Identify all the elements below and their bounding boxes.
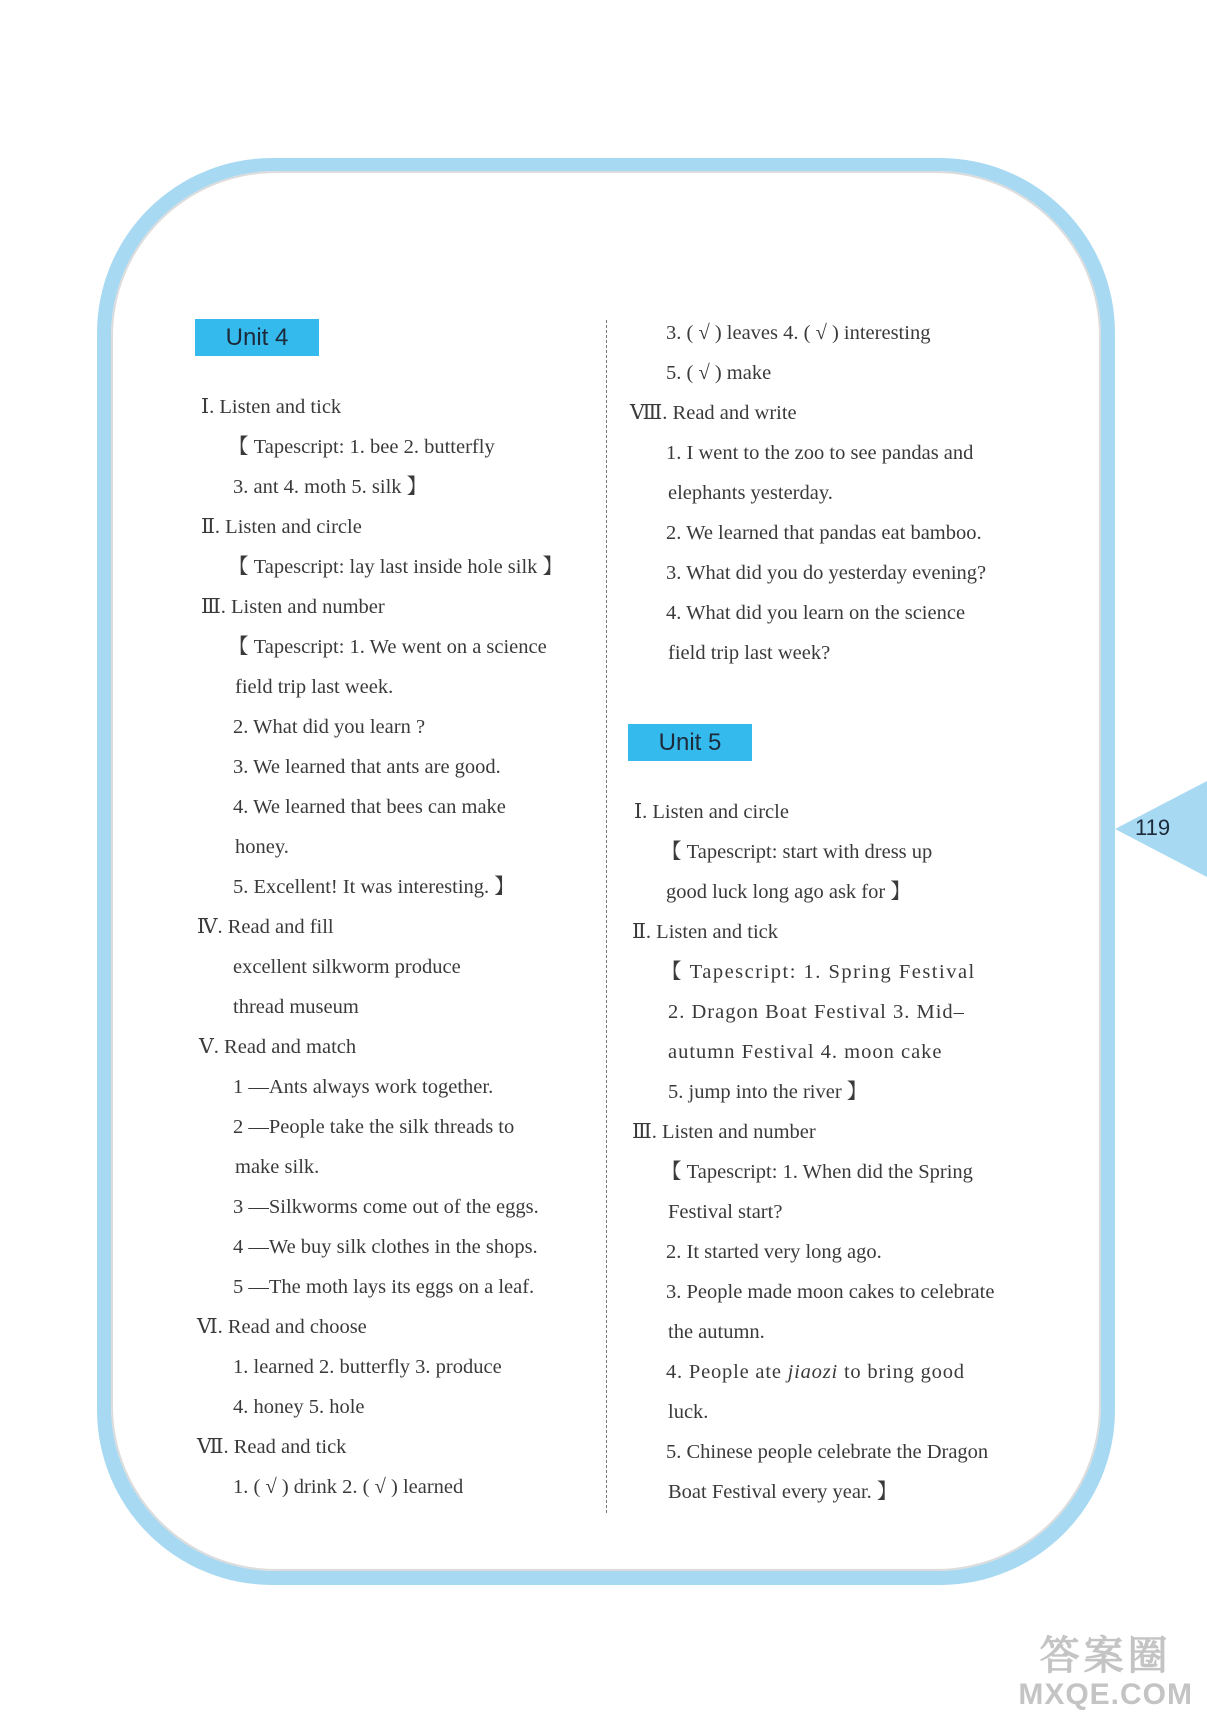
answer-line: 3 —Silkworms come out of the eggs. <box>233 1196 539 1218</box>
answer-line: 2. What did you learn ? <box>233 716 426 738</box>
watermark-line1: 答案圈 <box>1039 1634 1172 1678</box>
answer-line <box>666 1359 965 1385</box>
answer-line: 3. People made moon cakes to celebrate <box>666 1281 995 1303</box>
answer-line: 4 —We buy silk clothes in the shops. <box>233 1236 538 1258</box>
section-heading: Ⅶ. Read and tick <box>197 1436 347 1458</box>
answer-line: 5. ( √ ) make <box>666 362 772 384</box>
italic-term: jiaozi <box>787 1361 839 1383</box>
answer-line: 5. Excellent! It was interesting. 】 <box>233 876 515 898</box>
answer-line: 5 —The moth lays its eggs on a leaf. <box>233 1276 535 1298</box>
section-heading: Ⅵ. Read and choose <box>197 1316 367 1338</box>
section-heading: Ⅴ. Read and match <box>199 1036 357 1058</box>
answer-line: 5. jump into the river 】 <box>668 1081 868 1103</box>
section-heading: Ⅲ. Listen and number <box>201 596 385 618</box>
answer-line: 1. ( √ ) drink 2. ( √ ) learned <box>233 1476 464 1498</box>
answer-line: 4. We learned that bees can make <box>233 796 506 818</box>
answer-line: 【 Tapescript: 1. When did the Spring <box>661 1161 973 1183</box>
section-heading: Ⅰ. Listen and circle <box>634 801 789 823</box>
answer-line: thread museum <box>233 996 359 1018</box>
unit-4-header: Unit 4 <box>195 319 319 356</box>
answer-line: autumn Festival 4. moon cake <box>668 1041 943 1063</box>
answer-line: 4. honey 5. hole <box>233 1396 365 1418</box>
answer-line: elephants yesterday. <box>668 482 833 504</box>
section-heading: Ⅱ. Listen and circle <box>201 516 362 538</box>
answer-line: 3. ( √ ) leaves 4. ( √ ) interesting <box>666 322 931 344</box>
answer-line: good luck long ago ask for 】 <box>666 881 911 903</box>
answer-line: 5. Chinese people celebrate the Dragon <box>666 1441 989 1463</box>
answer-line: the autumn. <box>668 1321 765 1343</box>
answer-line: 1 —Ants always work together. <box>233 1076 494 1098</box>
answer-line: 2. Dragon Boat Festival 3. Mid– <box>668 1001 965 1023</box>
answer-line: 3. What did you do yesterday evening? <box>666 562 987 584</box>
unit-5-header: Unit 5 <box>628 724 752 761</box>
answer-line: field trip last week? <box>668 642 831 664</box>
answer-line: 2. It started very long ago. <box>666 1241 882 1263</box>
answer-line: make silk. <box>235 1156 320 1178</box>
answer-line: 4. What did you learn on the science <box>666 602 966 624</box>
answer-line: luck. <box>668 1401 709 1423</box>
answer-line: 1. I went to the zoo to see pandas and <box>666 442 974 464</box>
answer-line: 1. learned 2. butterfly 3. produce <box>233 1356 502 1378</box>
answer-text: 4. People ate <box>666 1361 788 1383</box>
answer-line: excellent silkworm produce <box>233 956 461 978</box>
section-heading: Ⅲ. Listen and number <box>632 1121 816 1143</box>
answer-line: 2. We learned that pandas eat bamboo. <box>666 522 982 544</box>
watermark-line2: MXQE.COM <box>1018 1678 1193 1711</box>
answer-line: Boat Festival every year. 】 <box>668 1481 898 1503</box>
answer-line: Festival start? <box>668 1201 783 1223</box>
section-heading: Ⅱ. Listen and tick <box>632 921 779 943</box>
page-number: 119 <box>1135 815 1171 840</box>
answer-line: 【 Tapescript: 1. Spring Festival <box>661 961 976 983</box>
section-heading: Ⅰ. Listen and tick <box>201 396 342 418</box>
answer-line: 3. We learned that ants are good. <box>233 756 501 778</box>
answer-line: field trip last week. <box>235 676 394 698</box>
answer-line: 2 —People take the silk threads to <box>233 1116 515 1138</box>
section-heading: Ⅳ. Read and fill <box>197 916 334 938</box>
section-heading: Ⅷ. Read and write <box>630 402 797 424</box>
answer-line: 3. ant 4. moth 5. silk 】 <box>233 476 428 498</box>
answer-line: 【 Tapescript: 1. bee 2. butterfly <box>228 436 495 458</box>
watermark-logo <box>1018 1633 1193 1711</box>
answer-line: 【 Tapescript: start with dress up <box>661 841 933 863</box>
answer-line: 【 Tapescript: 1. We went on a science <box>228 636 547 658</box>
answer-line: 【 Tapescript: lay last inside hole silk 】 <box>228 556 564 578</box>
answer-line: honey. <box>235 836 289 858</box>
answer-text: to bring good <box>838 1361 965 1383</box>
column-divider <box>606 320 607 1513</box>
